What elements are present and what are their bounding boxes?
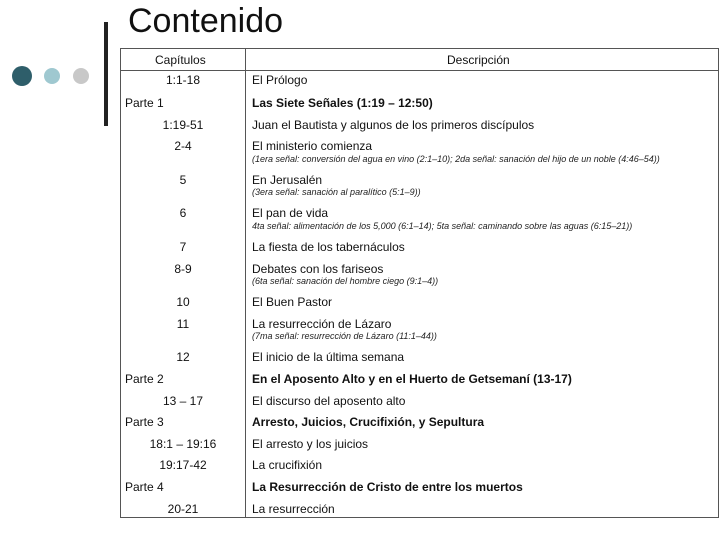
- part-description: En el Aposento Alto y en el Huerto de Getsemaní (13-17): [252, 372, 572, 386]
- description-cell: La resurrección de Lázaro: [252, 317, 392, 331]
- chapter-cell: 1:1-18: [165, 73, 201, 87]
- column-divider: [245, 49, 246, 517]
- sign-note: (3era señal: sanación al paralítico (5:1–9)): [252, 187, 421, 197]
- sign-note: 4ta señal: alimentación de los 5,000 (6:1–14); 5ta señal: caminando sobre las aguas (6:15–21)): [252, 221, 633, 231]
- description-cell: El pan de vida: [252, 206, 329, 220]
- chapter-cell: 7: [179, 240, 187, 254]
- part-label: Parte 3: [125, 415, 164, 429]
- part-description: La Resurrección de Cristo de entre los muertos: [252, 480, 523, 494]
- description-cell: Debates con los fariseos: [252, 262, 384, 276]
- chapter-cell: 2-4: [174, 139, 192, 153]
- title-accent-bar: [104, 22, 108, 126]
- description-cell: La resurrección: [252, 502, 335, 516]
- chapter-cell: 19:17-42: [159, 458, 207, 472]
- chapter-cell: 5: [179, 173, 187, 187]
- part-label: Parte 1: [125, 96, 164, 110]
- description-cell: Juan el Bautista y algunos de los primeros discípulos: [252, 118, 535, 132]
- description-cell: En Jerusalén: [252, 173, 323, 187]
- part-label: Parte 2: [125, 372, 164, 386]
- description-cell: El Prólogo: [252, 73, 308, 87]
- chapter-cell: 11: [176, 317, 190, 331]
- sign-note: (1era señal: conversión del agua en vino (2:1–10); 2da señal: sanación del hijo de un noble (4:46–54)): [252, 154, 660, 164]
- sign-note: (6ta señal: sanación del hombre ciego (9:1–4)): [252, 276, 439, 286]
- chapter-cell: 13 – 17: [162, 394, 204, 408]
- part-description: Arresto, Juicios, Crucifixión, y Sepultura: [252, 415, 485, 429]
- description-cell: La crucifixión: [252, 458, 323, 472]
- header-divider: [121, 70, 718, 71]
- description-cell: El Buen Pastor: [252, 295, 333, 309]
- header-chapters: Capítulos: [155, 53, 206, 67]
- description-cell: El ministerio comienza: [252, 139, 373, 153]
- chapter-cell: 20-21: [167, 502, 199, 516]
- contents-table: [120, 48, 719, 518]
- chapter-cell: 6: [179, 206, 187, 220]
- part-description: Las Siete Señales (1:19 – 12:50): [252, 96, 433, 110]
- description-cell: El discurso del aposento alto: [252, 394, 406, 408]
- part-label: Parte 4: [125, 480, 164, 494]
- description-cell: La fiesta de los tabernáculos: [252, 240, 405, 254]
- chapter-cell: 18:1 – 19:16: [149, 437, 217, 451]
- accent-dot-1: [12, 66, 32, 86]
- chapter-cell: 10: [176, 295, 190, 309]
- page-title: Contenido: [128, 2, 284, 40]
- description-cell: El arresto y los juicios: [252, 437, 369, 451]
- sign-note: (7ma señal: resurrección de Lázaro (11:1–44)): [252, 331, 437, 341]
- chapter-cell: 12: [176, 350, 190, 364]
- chapter-cell: 8-9: [174, 262, 192, 276]
- description-cell: El inicio de la última semana: [252, 350, 405, 364]
- accent-dot-3: [73, 68, 89, 84]
- header-description: Descripción: [447, 53, 510, 67]
- chapter-cell: 1:19-51: [162, 118, 204, 132]
- accent-dot-2: [44, 68, 60, 84]
